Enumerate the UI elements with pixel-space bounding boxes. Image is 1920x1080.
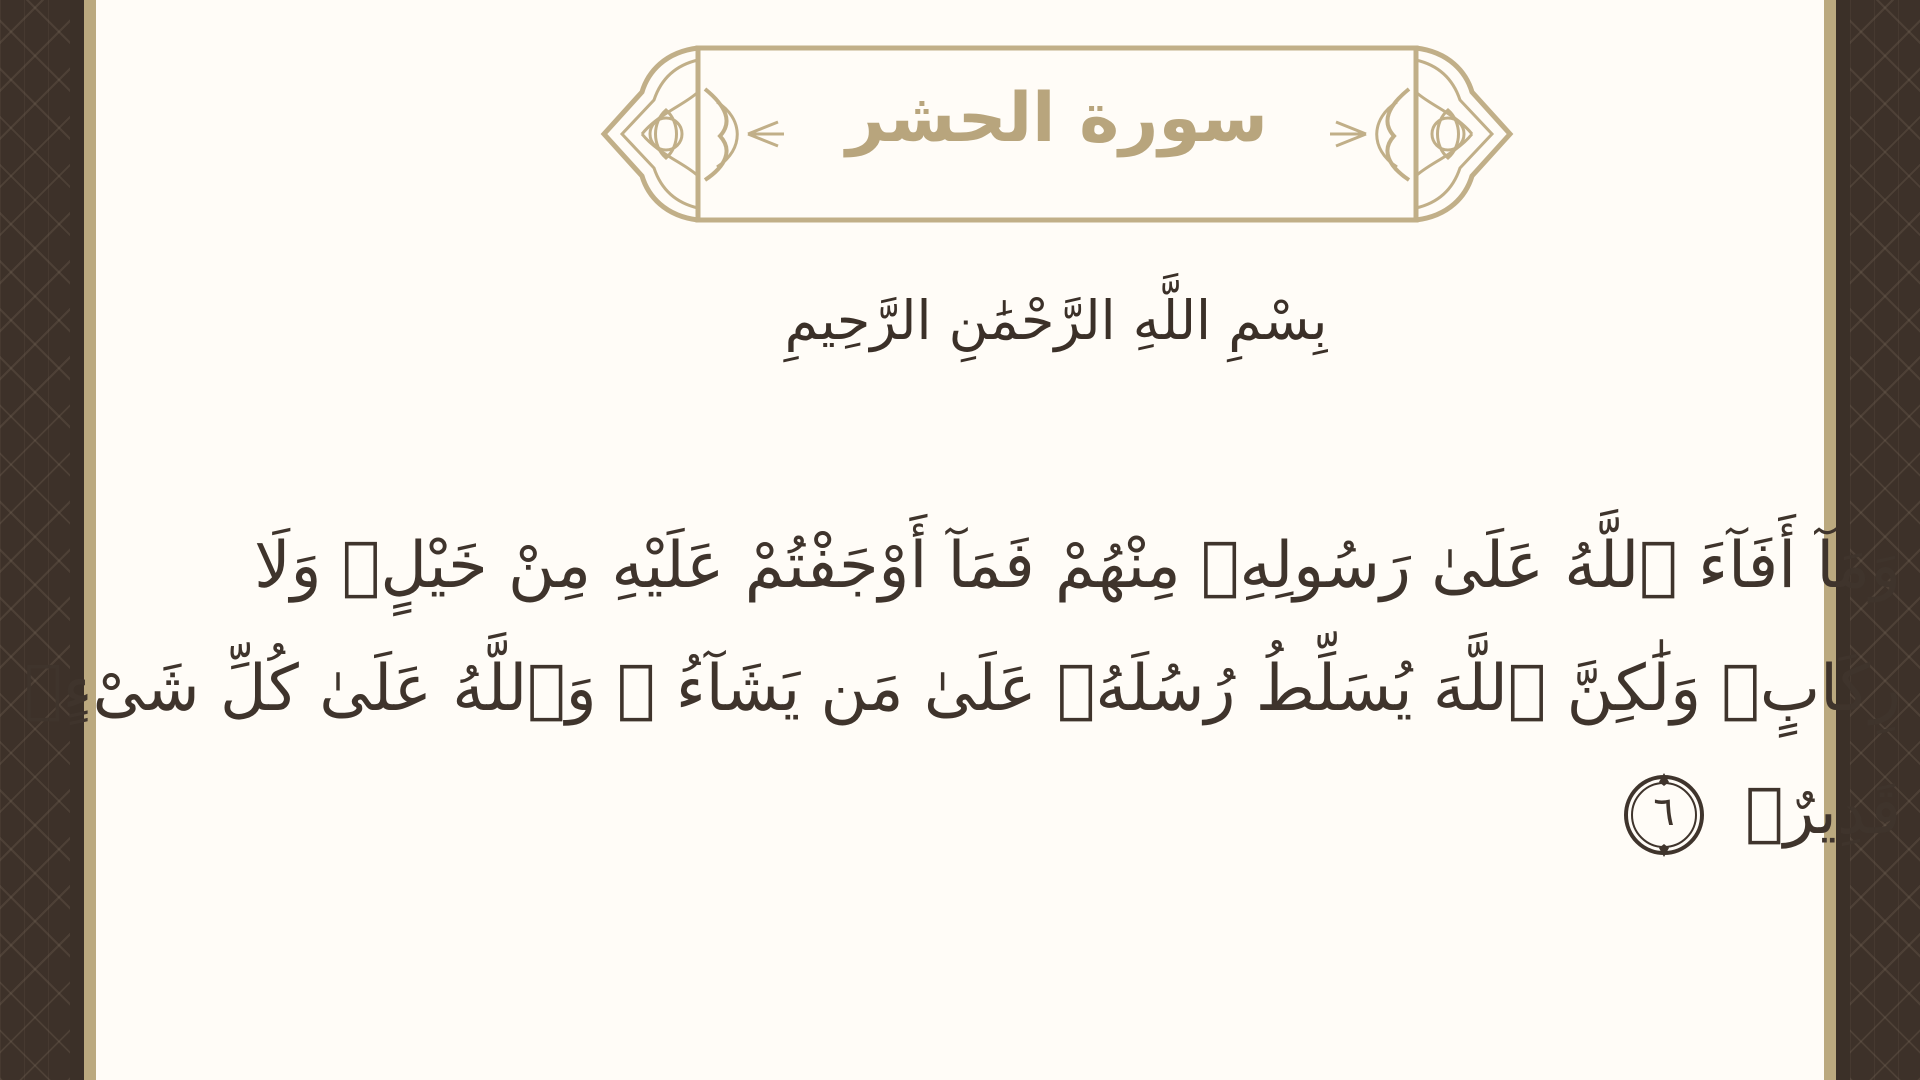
ayah-number: ٦	[1653, 789, 1675, 836]
surah-title-frame	[600, 44, 1514, 224]
verse-line-final	[306, 751, 1901, 874]
verse-final-word: قَدِيرٌۭ	[1745, 775, 1901, 849]
verse-line: وَمَآ أَفَآءَ ٱللَّهُ عَلَىٰ رَسُولِهِۦ مِنْهُمْ فَمَآ أَوْجَفْتُمْ عَلَيْهِ مِنْ خَيْلٍۢ وَلَا	[254, 529, 1901, 603]
basmala-calligraphy: بِسْمِ اللَّهِ الرَّحْمَٰنِ الرَّحِيمِ	[784, 289, 1328, 352]
left-gold-rule	[84, 0, 96, 1080]
page-paper	[24, 0, 1901, 1080]
verse-line: رِكَابٍۢ وَلَٰكِنَّ ٱللَّهَ يُسَلِّطُ رُسُلَهُۥ عَلَىٰ مَن يَشَآءُ ۚ وَٱللَّهُ عَلَىٰ كُلِّ شَىْءٍۢ	[24, 652, 1901, 726]
ayah-number-marker	[1621, 772, 1707, 858]
verse-text	[24, 505, 1901, 874]
left-ornamental-border	[0, 0, 70, 1080]
surah-title: سورة الحشر	[846, 79, 1268, 158]
